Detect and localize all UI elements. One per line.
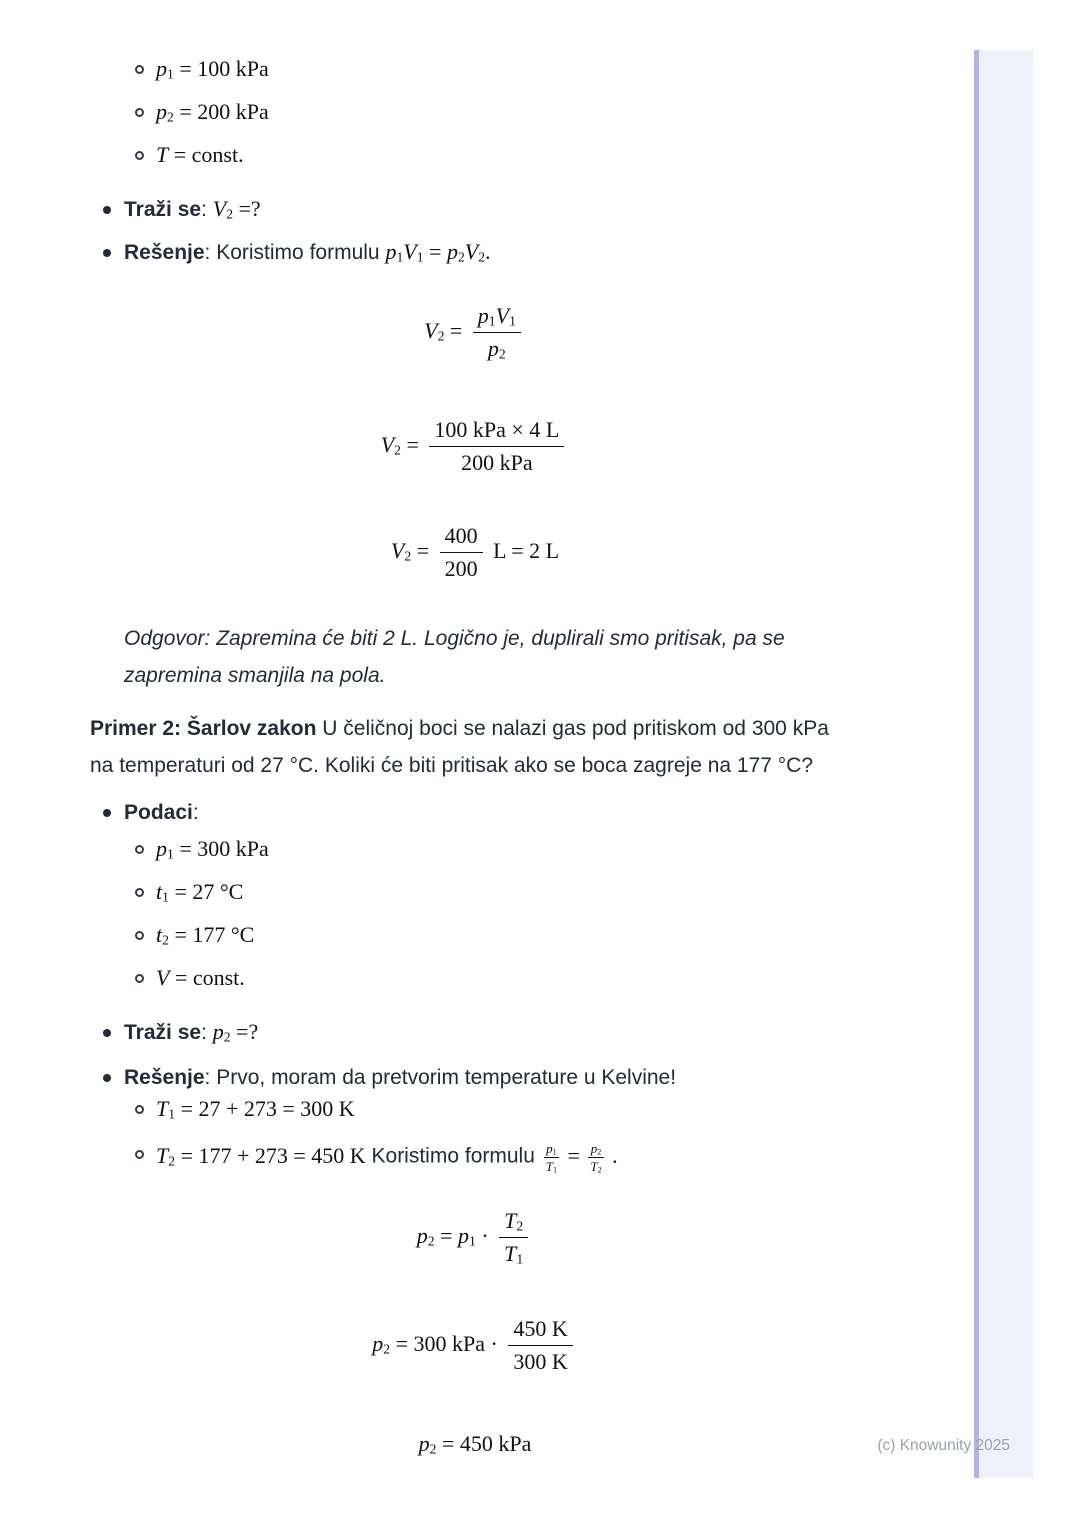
formula-v2-substituted: [90, 417, 860, 476]
kelvin-t2-text: [156, 1142, 618, 1173]
odgovor-line2: zapremina smanjila na pola.: [124, 664, 386, 687]
right-scrollbar[interactable]: [974, 50, 1033, 1478]
trazi-se-text: [124, 197, 261, 223]
circle-bullet-icon: [135, 845, 144, 854]
odgovor-line1: Odgovor: Zapremina će biti 2 L. Logično je, duplirali smo pritisak, pa se: [124, 627, 785, 650]
formula-v2-result: [90, 523, 860, 582]
circle-bullet-icon: [135, 65, 144, 74]
list-item-p1-temperature-const: [135, 143, 244, 167]
circle-bullet-icon: [135, 888, 144, 897]
list-item-p1-pressure1: [135, 57, 269, 81]
resenje-text: [124, 240, 491, 266]
circle-bullet-icon: [135, 151, 144, 160]
math-text: $p_1V_1 = p_2V_2$.: [385, 239, 491, 265]
formula-v2-general: [90, 303, 860, 362]
primer2-title: Primer 2: Šarlov zakon: [90, 717, 317, 740]
colon: :: [192, 801, 199, 824]
math-text: $p_1 = 300$ kPa: [156, 836, 269, 862]
trazi-se-item-p2: [103, 1020, 258, 1046]
primer2-line2: na temperaturi od 27 °C. Koliki će biti pritisak ako se boca zagreje na 177 °C?: [90, 754, 814, 777]
circle-bullet-icon: [135, 108, 144, 117]
disc-bullet-icon: [103, 1074, 111, 1082]
colon: :: [201, 198, 213, 221]
trazi-se-item-p1: [103, 197, 261, 223]
list-item-p2-pressure1: [135, 837, 269, 861]
podaci-label: Podaci: [124, 801, 193, 824]
math-expression: $V_2$ = $\frac{400}{200}$ L = 2 L: [390, 523, 560, 581]
formula-p2-result: [90, 1431, 860, 1457]
list-item-p1-pressure2: [135, 100, 269, 124]
list-item-p2-volume-const: [135, 966, 245, 990]
trazi-se-text: [124, 1020, 258, 1046]
primer2-paragraph: [90, 710, 829, 784]
math-expression: $p_2 = p_1$ · $\frac{T_2}{T_1}$: [417, 1223, 533, 1248]
list-item-p2-temp1: [135, 880, 243, 904]
list-item-kelvin-t2: [135, 1142, 618, 1173]
math-text: $\frac{p_1}{T_1}$ = $\frac{p_2}{T_2}$ .: [545, 1141, 618, 1175]
math-expression: $p_2 = 300$ kPa · $\frac{450 K}{300 K}$: [372, 1331, 577, 1356]
disc-bullet-icon: [103, 249, 111, 257]
resenje-text: [124, 1065, 676, 1091]
disc-bullet-icon: [103, 1029, 111, 1037]
math-text: $p_1 = 100$ kPa: [156, 56, 269, 82]
disc-bullet-icon: [103, 206, 111, 214]
math-expression: $p_2 = 450$ kPa: [418, 1431, 532, 1457]
math-text: V = const.: [156, 965, 245, 990]
math-text: $T_1 = 27 + 273 = 300$ K: [156, 1096, 355, 1122]
disc-bullet-icon: [103, 809, 111, 817]
odgovor-paragraph: [124, 620, 785, 694]
resenje-label: Rešenje: [124, 241, 205, 264]
circle-bullet-icon: [135, 1150, 144, 1159]
trazi-se-label: Traži se: [124, 198, 202, 221]
math-text: $V_2$ =?: [212, 196, 261, 222]
podaci-text: [124, 800, 199, 826]
math-text: $t_2 = 177$ °C: [156, 922, 255, 948]
list-item-p2-temp2: [135, 923, 254, 947]
math-expression: $V_2$ = $\frac{\text{100 kPa × 4 L}}{\text{200 kPa}}$: [381, 432, 570, 457]
trazi-se-label: Traži se: [124, 1021, 202, 1044]
formula-p2-general: [90, 1208, 860, 1267]
circle-bullet-icon: [135, 931, 144, 940]
primer2-line1-rest: U čeličnoj boci se nalazi gas pod pritiskom od 300 kPa: [316, 717, 829, 740]
resenje-item-p2: [103, 1065, 676, 1091]
formula-p2-substituted: [90, 1316, 860, 1375]
circle-bullet-icon: [135, 974, 144, 983]
resenje-label: Rešenje: [124, 1066, 205, 1089]
resenje-sentence: : Koristimo formulu: [204, 241, 386, 264]
resenje-item-p1: [103, 240, 491, 266]
primer2-line1: [90, 710, 829, 747]
math-expression: $V_2$ = $\frac{p_1V_1}{p_2}$: [424, 318, 526, 343]
math-text: $T_2 = 177 + 273 = 450$ K: [156, 1142, 366, 1169]
math-text: T = const.: [156, 142, 244, 167]
math-text: $t_1 = 27$ °C: [156, 879, 244, 905]
podaci-item: [103, 800, 199, 826]
math-text: $p_2$ =?: [212, 1019, 259, 1045]
math-text: $p_2 = 200$ kPa: [156, 99, 269, 125]
circle-bullet-icon: [135, 1105, 144, 1114]
koristimo-formulu-text: Koristimo formulu: [365, 1144, 541, 1168]
list-item-kelvin-t1: [135, 1097, 355, 1121]
resenje-sentence: : Prvo, moram da pretvorim temperature u Kelvine!: [204, 1066, 677, 1089]
colon: :: [201, 1021, 213, 1044]
watermark-footer: (c) Knowunity 2025: [877, 1437, 1010, 1454]
